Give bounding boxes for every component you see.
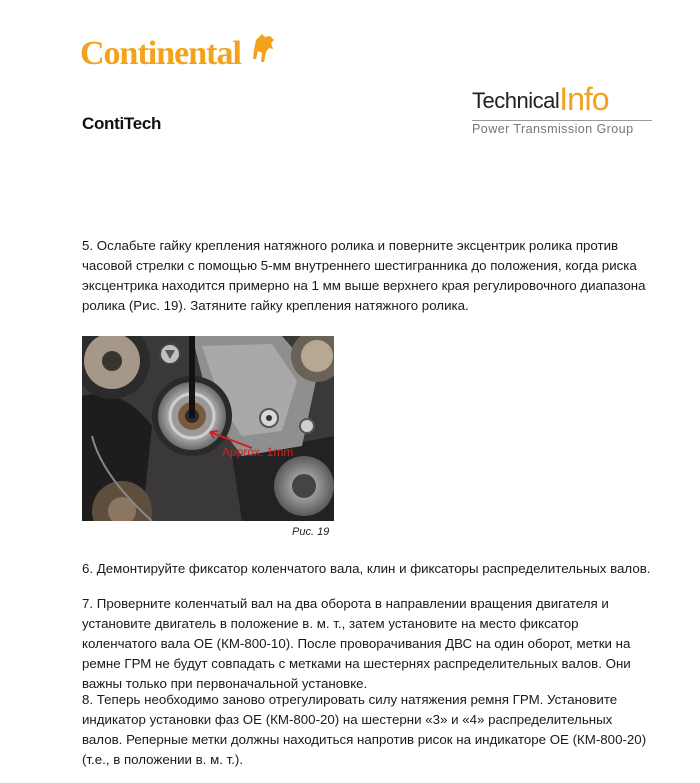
continental-logo-text: Continental [80, 35, 241, 72]
step-5-paragraph: 5. Ослабьте гайку крепления натяжного ролика и поверните эксцентрик ролика против часовой стрелки с помощью 5-мм внутреннего шестигранника до положения, когда риска эксцентрика находится примерно на 1 мм выше верхнего края регулировочного диапазона ролика (Рис. 19). Затяните гайку крепления натяжного ролика. [82, 238, 646, 313]
annotation-label: Approx. 1mm [222, 445, 294, 459]
contitech-logo: ContiTech [82, 114, 162, 133]
horse-icon [253, 34, 274, 62]
figure-caption: Рис. 19 [292, 526, 330, 538]
step-7-paragraph: 7. Проверните коленчатый вал на два оборота в направлении вращения двигателя и установите двигатель в положение в. м. т., затем установите на место фиксатор коленчатого вала ОЕ (КМ-800-10). После проворачивания ДВС на один оборот, метки на ремне ГРМ не будут совпадать с метками на шестернях распределительных валов. Они важны только при первоначальной установке. [82, 596, 631, 691]
engine-illustration [82, 336, 334, 521]
badge-divider [472, 120, 652, 121]
continental-logo [80, 30, 280, 76]
badge-info: Info [559, 81, 609, 117]
step-6-paragraph: 6. Демонтируйте фиксатор коленчатого вала, клин и фиксаторы распределительных валов. [82, 561, 651, 576]
step-8-paragraph: 8. Теперь необходимо заново отрегулировать силу натяжения ремня ГРМ. Установите индикатор установки фаз ОЕ (КМ-800-20) на шестерни «3» и «4» распределительных валов. Реперные метки должны находиться напротив рисок на индикаторе ОЕ (КМ-800-20) (т.е., в положении в. м. т.). [82, 692, 647, 767]
technical-info-badge [472, 81, 672, 136]
badge-technical: Technical [472, 88, 560, 113]
tensioner-photo [82, 336, 334, 521]
badge-subtitle: Power Transmission Group [472, 122, 634, 136]
